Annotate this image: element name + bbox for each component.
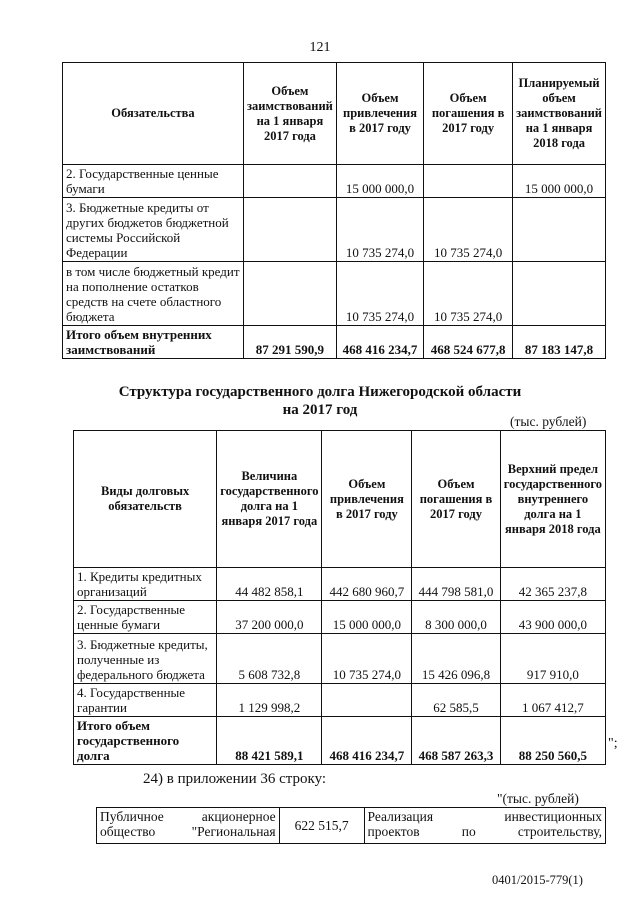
amendment-item: 24) в приложении 36 строку:	[143, 771, 327, 787]
value-cell	[513, 198, 606, 262]
purpose-cell	[364, 808, 605, 844]
value-cell: 15 000 000,0	[513, 165, 606, 198]
value-cell: 442 680 960,7	[322, 568, 412, 601]
table-row	[63, 198, 606, 262]
header-cell: Объем привлечения в 2017 году	[322, 431, 412, 568]
value-cell: 468 587 263,3	[412, 717, 500, 765]
unit-label: (тыс. рублей)	[510, 414, 587, 429]
value-cell: 917 910,0	[500, 634, 605, 684]
table-row	[74, 601, 606, 634]
header-cell: Объем привлечения в 2017 году	[336, 63, 423, 165]
value-cell: 88 421 589,1	[217, 717, 322, 765]
value-cell: 468 416 234,7	[322, 717, 412, 765]
borrowings-table	[62, 62, 606, 359]
cell-line: общество "Региональная	[100, 824, 276, 839]
appendix-row-table	[96, 807, 606, 844]
row-label: 4. Государственные гарантии	[74, 684, 217, 717]
section-title-line: Структура государственного долга Нижегородской области	[118, 384, 522, 400]
value-cell	[513, 262, 606, 326]
value-cell: 468 416 234,7	[336, 326, 423, 359]
header-cell: Планируемый объем заимствований на 1 января 2018 года	[513, 63, 606, 165]
value-cell: 37 200 000,0	[217, 601, 322, 634]
section-title-line: на 2017 год	[282, 402, 358, 418]
value-cell: 15 426 096,8	[412, 634, 500, 684]
closing-quote: ";	[608, 736, 618, 751]
row-label: Итого объем внутренних заимствований	[63, 326, 244, 359]
value-cell: 44 482 858,1	[217, 568, 322, 601]
table-row	[63, 165, 606, 198]
value-cell: 8 300 000,0	[412, 601, 500, 634]
value-cell: 15 000 000,0	[322, 601, 412, 634]
header-cell: Объем погашения в 2017 году	[412, 431, 500, 568]
table-row	[63, 262, 606, 326]
table-row	[74, 568, 606, 601]
document-code: 0401/2015-779(1)	[492, 873, 583, 887]
value-cell: 87 183 147,8	[513, 326, 606, 359]
unit-label: "(тыс. рублей)	[497, 791, 579, 806]
cell-line: Публичное акционерное	[100, 809, 276, 824]
table-header-row	[63, 63, 606, 165]
table-total-row	[63, 326, 606, 359]
cell-line: Реализация инвестиционных	[367, 809, 602, 824]
value-cell: 468 524 677,8	[424, 326, 513, 359]
value-cell	[424, 165, 513, 198]
table-header-row	[74, 431, 606, 568]
value-cell: 10 735 274,0	[424, 262, 513, 326]
value-cell: 87 291 590,9	[243, 326, 336, 359]
value-cell	[243, 165, 336, 198]
header-cell: Объем заимствований на 1 января 2017 года	[243, 63, 336, 165]
header-cell: Виды долговых обязательств	[74, 431, 217, 568]
row-label: 3. Бюджетные кредиты, полученные из федерального бюджета	[74, 634, 217, 684]
value-cell: 622 515,7	[279, 808, 364, 844]
table-row	[74, 634, 606, 684]
value-cell: 43 900 000,0	[500, 601, 605, 634]
value-cell	[243, 198, 336, 262]
value-cell	[322, 684, 412, 717]
header-cell: Объем погашения в 2017 году	[424, 63, 513, 165]
table-row	[74, 684, 606, 717]
value-cell	[243, 262, 336, 326]
table-total-row	[74, 717, 606, 765]
header-cell: Величина государственного долга на 1 января 2017 года	[217, 431, 322, 568]
value-cell: 62 585,5	[412, 684, 500, 717]
value-cell: 444 798 581,0	[412, 568, 500, 601]
value-cell: 10 735 274,0	[322, 634, 412, 684]
header-cell: Верхний предел государственного внутреннего долга на 1 января 2018 года	[500, 431, 605, 568]
value-cell: 10 735 274,0	[336, 198, 423, 262]
value-cell: 88 250 560,5	[500, 717, 605, 765]
row-label: Итого объем государственного долга	[74, 717, 217, 765]
row-label: 3. Бюджетные кредиты от других бюджетов бюджетной системы Российской Федерации	[63, 198, 244, 262]
value-cell: 10 735 274,0	[336, 262, 423, 326]
value-cell: 1 129 998,2	[217, 684, 322, 717]
row-label: 2. Государственные ценные бумаги	[63, 165, 244, 198]
page-number: 121	[309, 40, 331, 55]
organization-cell	[97, 808, 280, 844]
row-label: 2. Государственные ценные бумаги	[74, 601, 217, 634]
value-cell: 5 608 732,8	[217, 634, 322, 684]
value-cell: 15 000 000,0	[336, 165, 423, 198]
cell-line: проектов по строительству,	[367, 824, 602, 839]
value-cell: 1 067 412,7	[500, 684, 605, 717]
value-cell: 10 735 274,0	[424, 198, 513, 262]
value-cell: 42 365 237,8	[500, 568, 605, 601]
debt-structure-table	[73, 430, 606, 765]
table-row	[97, 808, 606, 844]
row-label: 1. Кредиты кредитных организаций	[74, 568, 217, 601]
header-cell: Обязательства	[63, 63, 244, 165]
row-label: в том числе бюджетный кредит на пополнение остатков средств на счете областного бюджета	[63, 262, 244, 326]
